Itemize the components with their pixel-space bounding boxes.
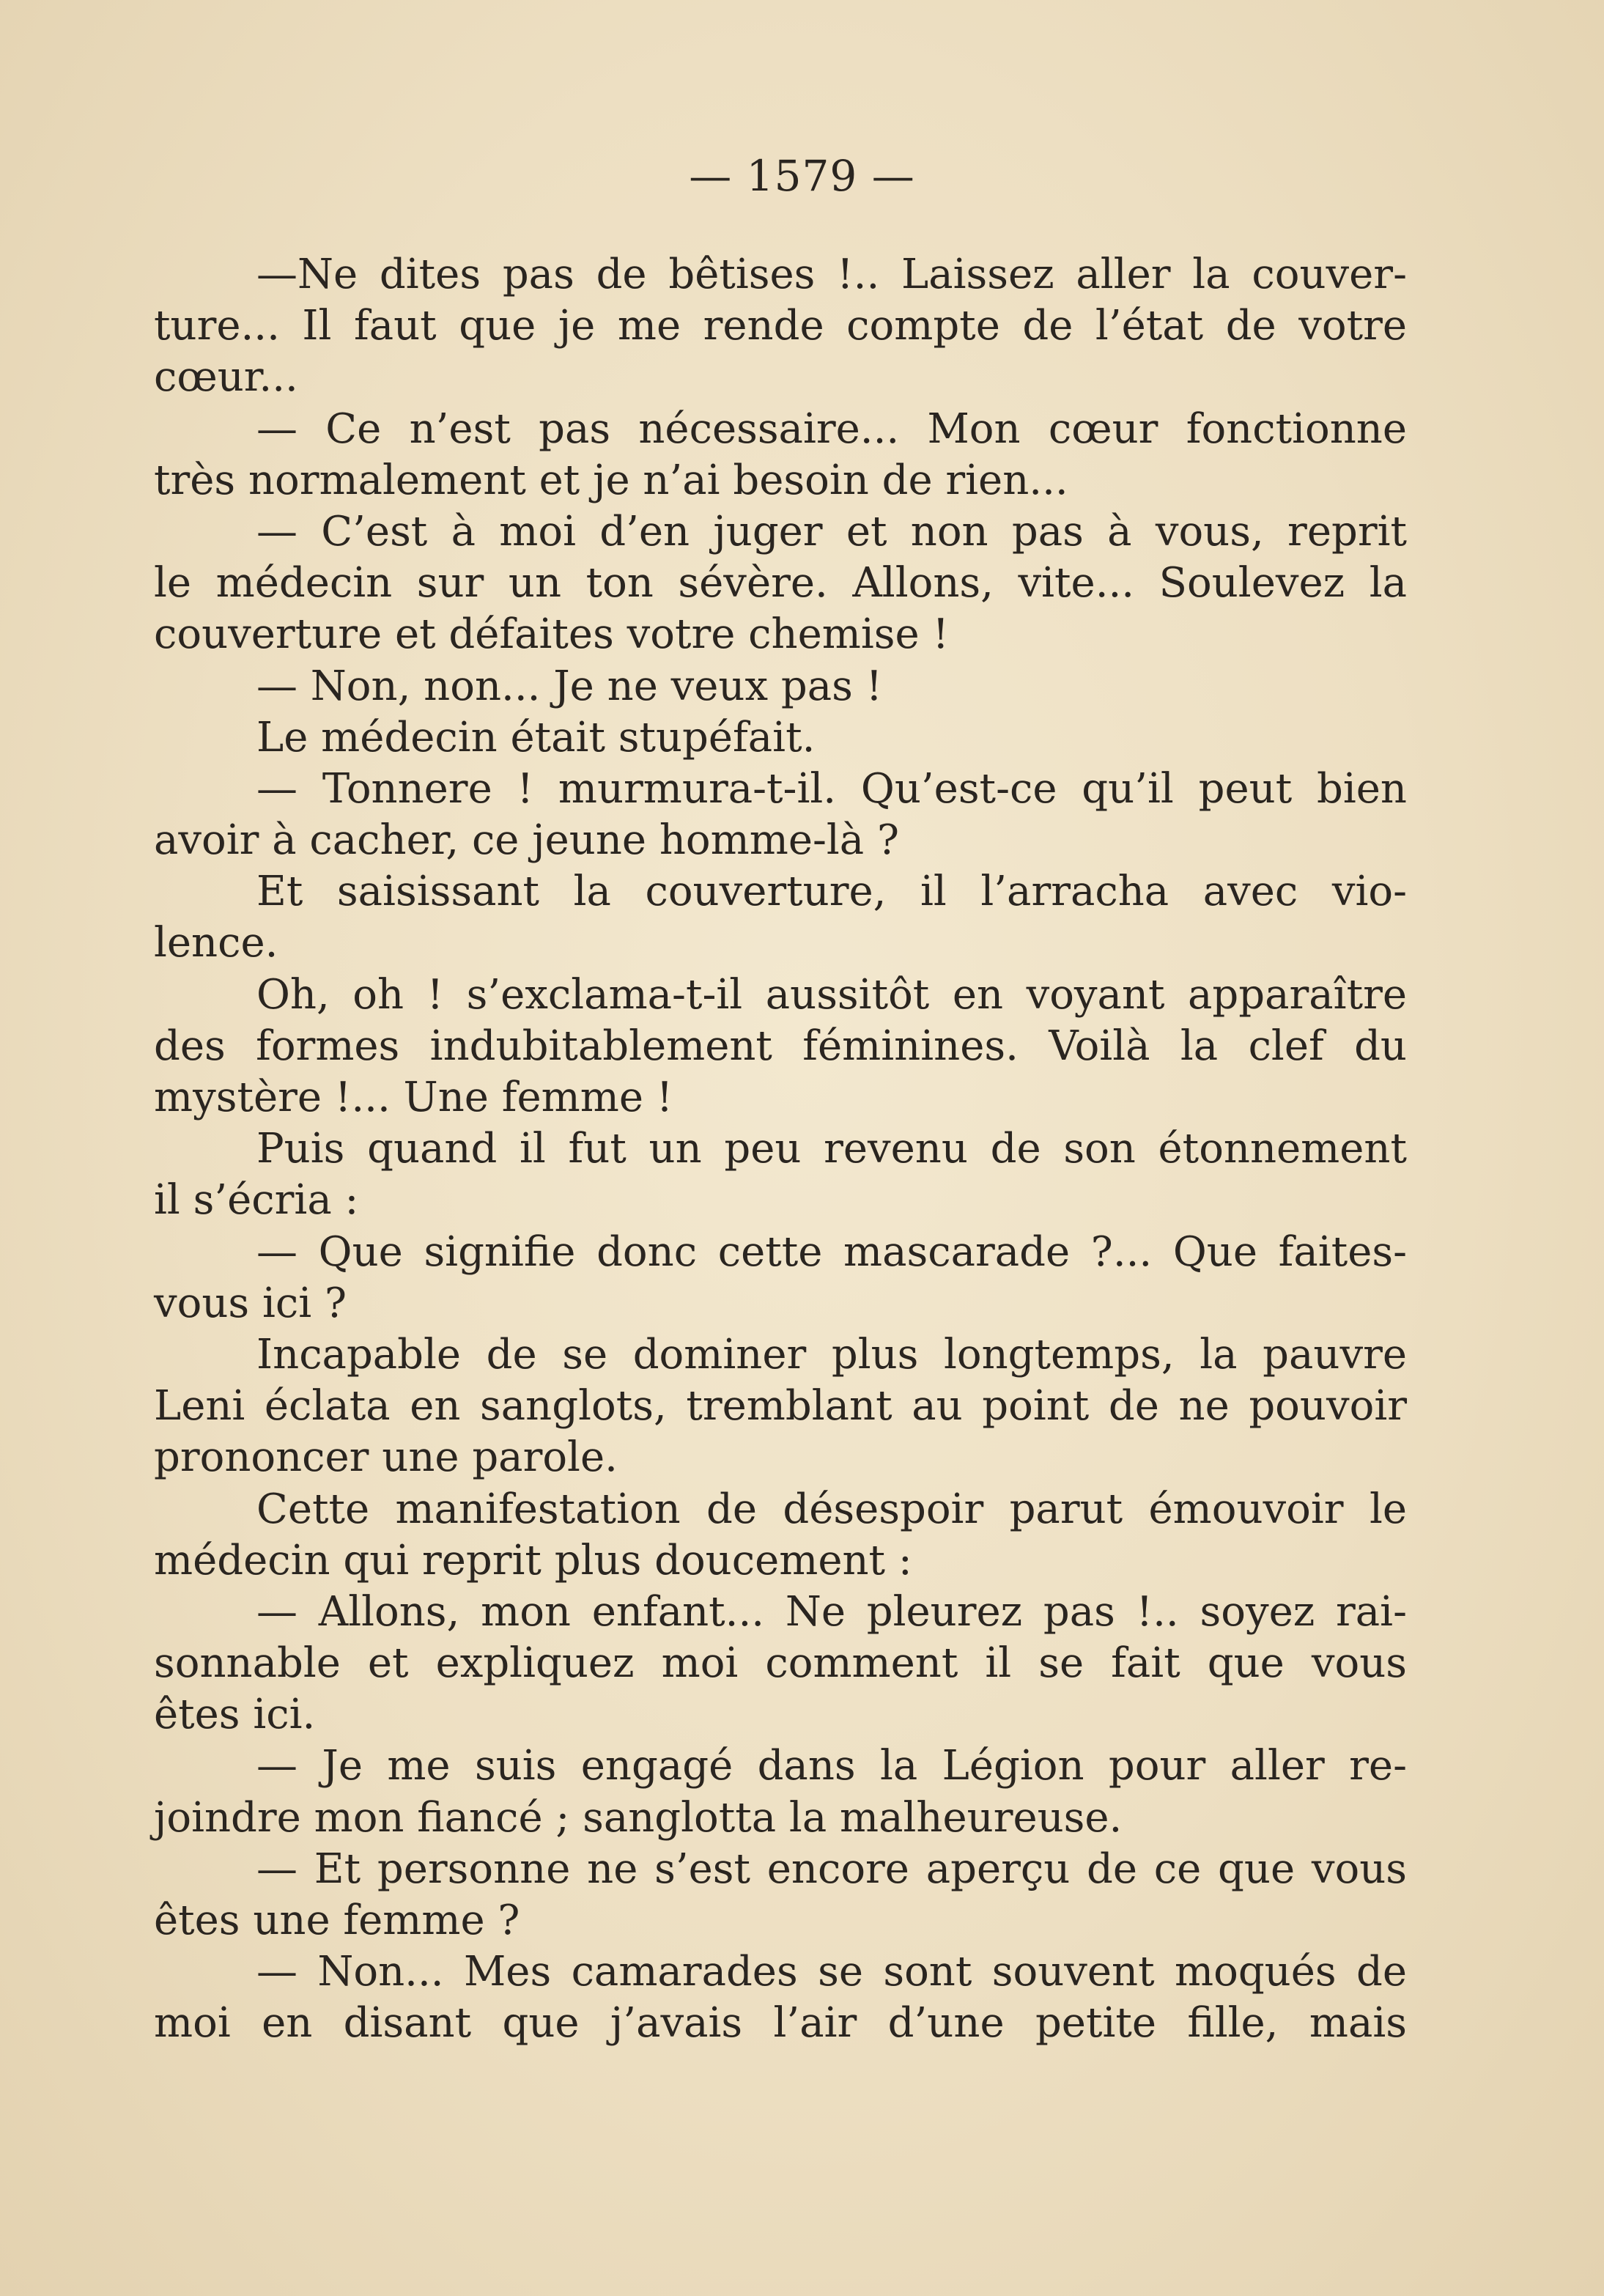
text-line: très normalement et je n’ai besoin de rien... bbox=[154, 456, 1068, 504]
text-line: Et saisissant la couverture, il l’arracha avec vio- bbox=[256, 868, 1407, 916]
text-line: des formes indubitablement féminines. Voilà la clef du bbox=[154, 1022, 1407, 1070]
text-line: Le médecin était stupéfait. bbox=[256, 713, 816, 761]
text-line: prononcer une parole. bbox=[154, 1433, 618, 1482]
text-line: — Allons, mon enfant... Ne pleurez pas !.. soyez rai- bbox=[256, 1587, 1407, 1636]
text-line: — Que signifie donc cette mascarade ?... Que faites- bbox=[256, 1228, 1407, 1276]
text-line: — Ce n’est pas nécessaire... Mon cœur fonctionne bbox=[256, 405, 1407, 453]
text-line: mystère !... Une femme ! bbox=[154, 1074, 673, 1121]
text-line: êtes une femme ? bbox=[154, 1897, 520, 1944]
text-line: lence. bbox=[154, 919, 278, 967]
text-line: vous ici ? bbox=[154, 1279, 347, 1327]
text-line: — Tonnere ! murmura-t-il. Qu’est-ce qu’il peut bien bbox=[256, 764, 1407, 813]
text-line: joindre mon fiancé ; sanglotta la malheureuse. bbox=[154, 1793, 1123, 1842]
text-line: médecin qui reprit plus doucement : bbox=[154, 1536, 912, 1584]
text-line: moi en disant que j’avais l’air d’une petite fille, mais bbox=[154, 1999, 1407, 2048]
text-line: le médecin sur un ton sévère. Allons, vite... Soulevez la bbox=[154, 559, 1407, 608]
text-line: Cette manifestation de désespoir parut émouvoir le bbox=[256, 1485, 1407, 1533]
text-line: Incapable de se dominer plus longtemps, la pauvre bbox=[256, 1330, 1407, 1378]
text-line: — C’est à moi d’en juger et non pas à vous, reprit bbox=[256, 507, 1407, 555]
text-line: Leni éclata en sanglots, tremblant au point de ne pouvoir bbox=[154, 1382, 1407, 1431]
text-line: il s’écria : bbox=[154, 1176, 359, 1225]
text-line: sonnable et expliquez moi comment il se fait que vous bbox=[154, 1639, 1407, 1688]
text-line: — Et personne ne s’est encore aperçu de ce que vous bbox=[256, 1845, 1407, 1893]
text-line: —Ne dites pas de bêtises !.. Laissez aller la couver- bbox=[256, 251, 1407, 298]
text-line: — Je me suis engagé dans la Légion pour aller re- bbox=[256, 1742, 1407, 1790]
text-line: Oh, oh ! s’exclama-t-il aussitôt en voyant apparaître bbox=[256, 970, 1407, 1019]
text-line: couverture et défaites votre chemise ! bbox=[154, 610, 949, 659]
text-line: Puis quand il fut un peu revenu de son étonnement bbox=[256, 1125, 1407, 1173]
text-line: — Non, non... Je ne veux pas ! bbox=[256, 662, 883, 710]
text-line: avoir à cacher, ce jeune homme-là ? bbox=[154, 816, 899, 865]
body-text bbox=[154, 249, 1407, 2050]
text-line: — Non... Mes camarades se sont souvent moqués de bbox=[256, 1948, 1407, 1996]
text-line: cœur... bbox=[154, 353, 298, 402]
page-number: — 1579 — bbox=[689, 151, 915, 201]
text-line: êtes ici. bbox=[154, 1691, 316, 1739]
text-line: ture... Il faut que je me rende compte de l’état de votre bbox=[154, 302, 1407, 350]
